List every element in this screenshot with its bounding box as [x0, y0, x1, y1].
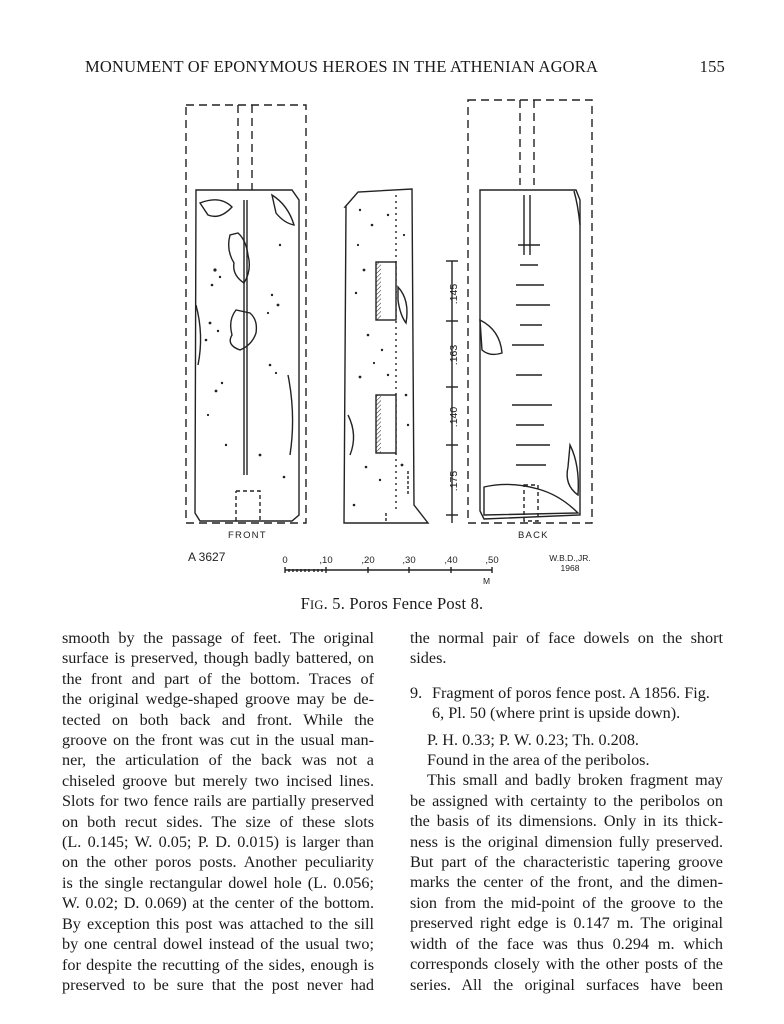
- figure-5-drawing: [160, 95, 620, 590]
- caption-fig-initial: F: [300, 594, 311, 613]
- entry-findspot: Found in the area of the peribolos.: [427, 751, 650, 770]
- side-damage-mid: [398, 287, 407, 323]
- left-line: the front and part of the bottom. Traces of: [62, 669, 374, 688]
- side-damage-left: [348, 415, 354, 455]
- lower-rail-slot-hatch: [376, 395, 381, 453]
- right-continuation-line: the normal pair of face dowels on the short: [410, 629, 723, 647]
- front-view-label: FRONT: [228, 530, 267, 541]
- left-line: preserved to be sure that the post never had: [62, 975, 374, 994]
- caption-fig-number: . 5.: [323, 594, 346, 613]
- front-view: [186, 105, 306, 541]
- back-restored-outline: [468, 100, 592, 523]
- catalogue-entry-9: [410, 683, 723, 724]
- dimension-label-145: .145: [448, 283, 460, 305]
- left-line: by one central dowel instead of the usual two;: [62, 935, 374, 954]
- left-line: chiseled groove but merely two incised lines.: [62, 771, 374, 790]
- scale-tick-20: ,20: [361, 555, 375, 566]
- body-line: ness is the original dimension fully preserved.: [410, 832, 723, 851]
- figure-caption: [0, 594, 784, 614]
- drawing-year: 1968: [560, 563, 580, 573]
- front-damage-center: [230, 310, 256, 350]
- left-line: smooth by the passage of feet. The original: [62, 629, 374, 647]
- scale-tick-10: ,10: [319, 555, 333, 566]
- left-line: By exception this post was attached to the sill: [62, 914, 374, 933]
- left-line: on the other poros posts. Another peculiarity: [62, 853, 374, 872]
- front-dowel-hole: [236, 491, 260, 521]
- side-stipple: [353, 209, 410, 507]
- entry-measurements: P. H. 0.33; P. W. 0.23; Th. 0.208.: [427, 730, 639, 749]
- front-restored-outline: [186, 105, 306, 523]
- back-dowel-hole: [524, 485, 538, 521]
- dimension-label-163: .163: [448, 344, 460, 366]
- left-text-column: [62, 628, 374, 995]
- draftsman-credit: W.B.D.,JR.: [549, 553, 591, 563]
- right-text-column: [410, 628, 723, 995]
- right-continuation-line: sides.: [410, 649, 447, 668]
- body-line: the basis of its dimensions. Only in its thick-: [410, 812, 723, 831]
- left-line: for despite the recutting of the sides, enough is: [62, 955, 374, 974]
- side-preserved-outline: [344, 189, 428, 523]
- body-line: This small and badly broken fragment may: [427, 771, 723, 790]
- left-line: groove on the front was cut in the usual man-: [62, 731, 374, 750]
- dimension-label-175: .175: [448, 470, 460, 492]
- left-line: (L. 0.145; W. 0.05; P. D. 0.015) is larger than: [62, 833, 374, 852]
- back-damage-left: [480, 320, 502, 354]
- scale-unit-label: M: [483, 576, 491, 586]
- caption-fig-rest: IG: [310, 598, 324, 612]
- back-damage-right: [567, 445, 578, 495]
- running-header-title: MONUMENT OF EPONYMOUS HEROES IN THE ATHENIAN AGORA: [85, 57, 599, 76]
- dimension-line: [446, 261, 460, 523]
- body-line: But part of the characteristic tapering groove: [410, 853, 723, 872]
- left-line: is the single rectangular dowel hole (L. 0.056;: [62, 873, 374, 892]
- front-edge-break-right: [288, 375, 293, 455]
- left-line: tected on both back and front. While the: [62, 710, 374, 729]
- front-damage-top-left: [200, 200, 232, 217]
- back-view-label: BACK: [518, 530, 549, 541]
- scale-tick-0: 0: [282, 555, 288, 566]
- scale-bar: [282, 555, 498, 586]
- scale-tick-40: ,40: [444, 555, 458, 566]
- left-line: ner, the articulation of the back was not a: [62, 751, 374, 770]
- scale-tick-50: ,50: [485, 555, 499, 566]
- left-line: W. 0.02; D. 0.069) at the center of the bottom.: [62, 894, 374, 913]
- left-line: the original wedge-shaped groove may be de-: [62, 690, 374, 709]
- body-line: width of the face was thus 0.294 m. which: [410, 934, 723, 953]
- running-header: [85, 57, 725, 81]
- front-edge-break: [196, 305, 201, 365]
- front-stipple: [205, 244, 286, 479]
- page-number: 155: [699, 57, 725, 76]
- body-line: marks the center of the front, and the dimen-: [410, 873, 723, 892]
- back-incised-lines: [512, 245, 552, 465]
- body-line: preserved right edge is 0.147 m. The original: [410, 914, 723, 933]
- front-damage-top-right: [272, 195, 294, 225]
- back-view: [468, 100, 592, 541]
- inventory-number: A 3627: [188, 550, 226, 564]
- side-view: [344, 189, 428, 523]
- left-line: on both recut sides. The size of these slots: [62, 812, 374, 831]
- body-line: corresponds closely with the other posts of the: [410, 955, 723, 974]
- entry-number: 9.: [410, 683, 423, 702]
- back-damage-bottom: [484, 484, 578, 515]
- fence-post-drawing: [160, 95, 620, 590]
- entry-heading-line-2: 6, Pl. 50 (where print is upside down).: [432, 704, 681, 723]
- body-line: series. All the original surfaces have been: [410, 975, 723, 994]
- scale-tick-30: ,30: [402, 555, 416, 566]
- dimension-label-140: .140: [448, 406, 460, 428]
- body-line: sion from the mid-point of the groove to the: [410, 893, 723, 912]
- left-line: Slots for two fence rails are partially preserved: [62, 792, 374, 811]
- entry-heading-line-1: Fragment of poros fence post. A 1856. Fig.: [432, 683, 710, 702]
- caption-text: Poros Fence Post 8.: [349, 594, 484, 613]
- upper-rail-slot-hatch: [376, 262, 381, 320]
- body-line: be assigned with certainty to the peribolos on: [410, 791, 723, 810]
- left-line: surface is preserved, though badly battered, on: [62, 649, 374, 668]
- front-damage-upper: [229, 233, 250, 283]
